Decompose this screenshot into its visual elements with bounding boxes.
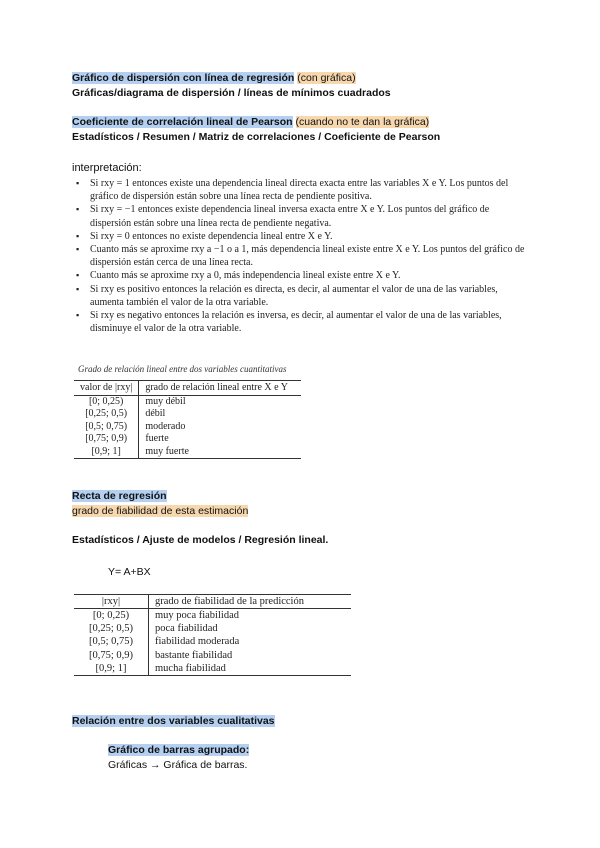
regression-formula: Y= A+BX bbox=[108, 566, 151, 578]
table2-label-cell: bastante fiabilidad bbox=[155, 649, 233, 661]
table2-range-cell: [0,9; 1] bbox=[74, 662, 149, 676]
table2-label-cell: muy poca fiabilidad bbox=[155, 610, 239, 621]
table2-wrapper bbox=[74, 594, 351, 676]
grouped-bar-path: Gráficas → Gráfica de barras. bbox=[108, 759, 248, 771]
table1-label-cell: débil bbox=[145, 408, 166, 420]
scatter-note: (con gráfica) bbox=[297, 72, 356, 84]
table1-label-cell: fuerte bbox=[145, 433, 169, 445]
table1-body bbox=[74, 396, 301, 459]
correlation-degree-table bbox=[74, 380, 301, 459]
section-pearson-heading bbox=[72, 116, 429, 128]
section-scatter-heading bbox=[72, 72, 356, 84]
interpretation-item: ▪ Cuanto más se aproxime rxy a 0, más independencia lineal existe entre X e Y. bbox=[76, 269, 526, 282]
table2-label-cell: fiabilidad moderada bbox=[155, 636, 240, 648]
scatter-menu-path: Gráficas/diagrama de dispersión / líneas de mínimos cuadrados bbox=[72, 87, 391, 99]
table2-header-row bbox=[74, 595, 351, 609]
table1-label-cell: muy fuerte bbox=[139, 446, 302, 459]
table1-range-cell: [0,5; 0,75) bbox=[74, 421, 139, 433]
table2-row bbox=[74, 649, 351, 662]
table2-label-cell: poca fiabilidad bbox=[155, 623, 218, 635]
table2-header-reliability: grado de fiabilidad de la predicción bbox=[149, 595, 352, 609]
interpretation-item: ▪ Cuanto más se aproxime rxy a −1 o a 1, más dependencia lineal existe entre X e Y. Los puntos del gráfico de dispersión están cerca de una línea recta. bbox=[76, 243, 526, 269]
table1-header-row bbox=[74, 381, 301, 396]
table1-range-cell: [0,25; 0,5) bbox=[74, 408, 139, 420]
table2-label-cell: mucha fiabilidad bbox=[149, 662, 352, 676]
table2-range-cell: [0,5; 0,75) bbox=[74, 635, 149, 648]
table2-range-cell: [0,25; 0,5) bbox=[74, 622, 149, 635]
interpretation-item: ▪ Si rxy es positivo entonces la relación es directa, es decir, al aumentar el valor de una de las variables, aumenta también el valor de la otra variable. bbox=[76, 283, 526, 309]
table2-range-cell: [0; 0,25) bbox=[74, 609, 149, 623]
interpretation-item: ▪ Si rxy = 0 entonces no existe dependencia lineal entre X e Y. bbox=[76, 230, 526, 243]
interpretation-label: interpretación: bbox=[72, 162, 142, 174]
regression-title: Recta de regresión bbox=[72, 490, 167, 502]
pearson-menu-path: Estadísticos / Resumen / Matriz de correlaciones / Coeficiente de Pearson bbox=[72, 131, 441, 143]
table1-label-cell: moderado bbox=[145, 420, 186, 432]
pearson-title: Coeficiente de correlación lineal de Pearson bbox=[72, 116, 293, 128]
interpretation-list-wrapper bbox=[76, 177, 526, 335]
scatter-title: Gráfico de dispersión con línea de regresión bbox=[72, 72, 295, 84]
table1-range-cell: [0; 0,25) bbox=[74, 396, 139, 409]
interpretation-list bbox=[76, 177, 526, 335]
table1-caption: Grado de relación lineal entre dos variables cuantitativas bbox=[78, 364, 287, 374]
regression-subtitle: grado de fiabilidad de esta estimación bbox=[72, 505, 249, 517]
pearson-note: (cuando no te dan la gráfica) bbox=[295, 116, 430, 128]
table1-label-cell: muy débil bbox=[145, 396, 186, 407]
table1-range-cell: [0,9; 1] bbox=[74, 446, 139, 459]
table1-row bbox=[74, 408, 301, 420]
table2-row bbox=[74, 622, 351, 635]
table1-row bbox=[74, 446, 301, 459]
table2-row bbox=[74, 635, 351, 648]
table1-row bbox=[74, 433, 301, 445]
table1-header-degree: grado de relación lineal entre X e Y bbox=[139, 381, 302, 396]
interpretation-item: ▪ Si rxy = −1 entonces existe dependencia lineal inversa exacta entre X e Y. Los puntos del gráfico de dispersión están sobre una línea recta de pendiente negativa. bbox=[76, 203, 526, 229]
interpretation-item: ▪ Si rxy = 1 entonces existe una dependencia lineal directa exacta entre las variables X e Y. Los puntos del gráfico de dispersión están sobre una línea recta de pendiente positiva. bbox=[76, 177, 526, 203]
table2-row bbox=[74, 662, 351, 676]
table2-row bbox=[74, 609, 351, 623]
interpretation-item: ▪ Si rxy es negativo entonces la relación es inversa, es decir, al aumentar el valor de una de las variables, disminuye el valor de la otra variable. bbox=[76, 309, 526, 335]
table1-row bbox=[74, 421, 301, 433]
table1-row bbox=[74, 396, 301, 409]
table1-header-value: valor de |rxy| bbox=[74, 381, 139, 396]
reliability-table bbox=[74, 594, 351, 676]
table2-header-value: |rxy| bbox=[74, 595, 149, 609]
table1-wrapper bbox=[74, 380, 301, 459]
table2-body bbox=[74, 609, 351, 676]
regression-menu-path: Estadísticos / Ajuste de modelos / Regresión lineal. bbox=[72, 534, 329, 546]
qualitative-title: Relación entre dos variables cualitativas bbox=[72, 715, 275, 727]
table1-range-cell: [0,75; 0,9) bbox=[74, 433, 139, 445]
table2-range-cell: [0,75; 0,9) bbox=[74, 649, 149, 662]
grouped-bar-subtitle: Gráfico de barras agrupado: bbox=[108, 744, 250, 756]
